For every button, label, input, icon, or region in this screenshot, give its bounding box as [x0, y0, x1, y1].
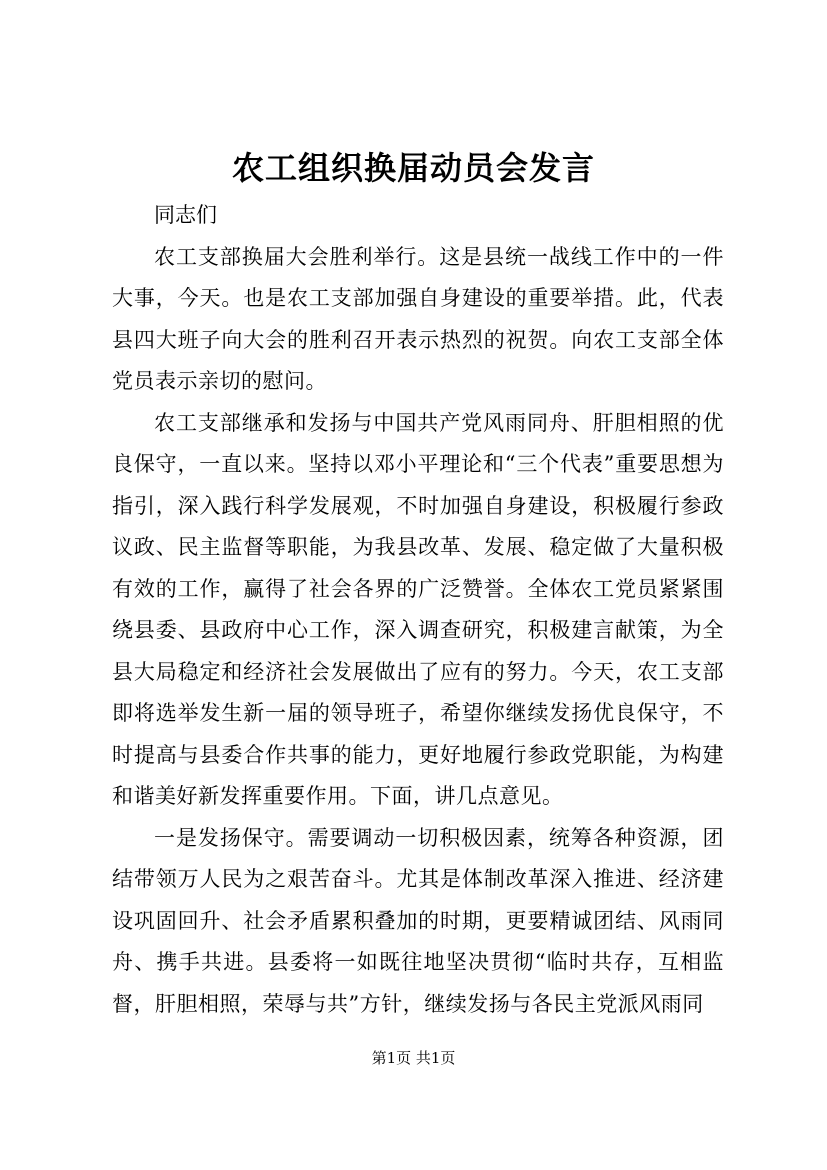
salutation: 同志们 — [154, 203, 217, 227]
paragraph-3: 一是发扬保守。需要调动一切积极因素，统筹各种资源，团结带领万人民为之艰苦奋斗。尤其是体制改革深入推进、经济建设巩固回升、社会矛盾累积叠加的时期，更要精诚团结、风雨同舟、携手共进。县委将一如既往地坚决贯彻“临时共存，互相监督，肝胆相照，荣辱与共”方针，继续发扬与各民主党派风雨同 — [112, 825, 724, 1016]
document-title: 农工组织换届动员会发言 — [231, 149, 595, 187]
page-footer: 第1页 共1页 — [371, 1049, 456, 1067]
paragraph-2: 农工支部继承和发扬与中国共产党风雨同舟、肝胆相照的优良保守，一直以来。坚持以邓小平理论和“三个代表”重要思想为指引，深入践行科学发展观，不时加强自身建设，积极履行参政议政、民主监督等职能，为我县改革、发展、稳定做了大量积极有效的工作，赢得了社会各界的广泛赞誉。全体农工党员紧紧围绕县委、县政府中心工作，深入调查研究，积极建言献策，为全县大局稳定和经济社会发展做出了应有的努力。今天，农工支部即将选举发生新一届的领导班子，希望你继续发扬优良保守，不时提高与县委合作共事的能力，更好地履行参政党职能，为构建和谐美好新发挥重要作用。下面，讲几点意见。 — [112, 410, 724, 808]
document-body — [112, 195, 724, 1025]
paragraph-1: 农工支部换届大会胜利举行。这是县统一战线工作中的一件大事，今天。也是农工支部加强自身建设的重要举措。此，代表县四大班子向大会的胜利召开表示热烈的祝贺。向农工支部全体党员表示亲切的慰问。 — [112, 244, 724, 393]
